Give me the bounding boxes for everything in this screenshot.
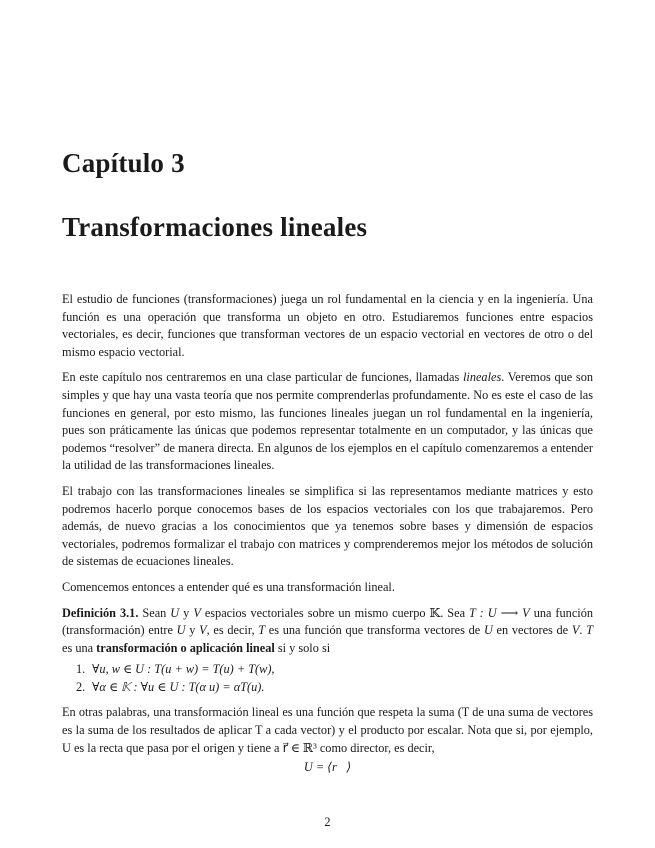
paragraph-linear: En este capítulo nos centraremos en una clase particular de funciones, llamadas lineales. Veremos que son simples y que hay una vasta teoría que nos permite comprenderlas profundamente. No es este el caso de las funciones en general, por esto mismo, las funciones lineales juegan un rol fundamental en la ingeniería, pues son práticamente las únicas que podemos representar totalmente en un computador, y las únicas que podemos “resolver” de manera directa. En algunos de los ejemplos en el capítulo comenzaremos a entender la utilidad de las transformaciones lineales. — [62, 370, 593, 473]
definition-heading: Definición 3.1. — [62, 605, 139, 620]
paragraph-begin: Comencemos entonces a entender qué es una transformación lineal. — [62, 579, 395, 594]
definition-block: Definición 3.1. Sean U y V espacios vectoriales sobre un mismo cuerpo 𝕂. Sea T : U ⟶ V una función (transformación) entre U y V, es decir, T es una función que transforma vectores de U en vectores de V. T es una transformación o aplicación lineal si y solo si — [62, 605, 594, 655]
condition-item: 2. ∀α ∈ 𝕂 : ∀u ∈ U : T(α u) = αT(u). — [76, 679, 265, 694]
chapter-title: Transformaciones lineales — [62, 212, 368, 242]
condition-list — [62, 661, 593, 696]
chapter-label: Capítulo 3 — [62, 148, 185, 178]
paragraph-matrices: El trabajo con las transformaciones lineales se simplifica si las representamos mediante matrices y esto podremos hacerlo porque conocemos bases de los espacios vectoriales con los que trabajaremos. Pero además, de nuevo gracias a los conocimientos que ya tenemos sobre bases y dimensión de espacios vectoriales, podremos formalizar el trabajo con matrices y comprenderemos mejor los métodos de solución de sistemas de ecuaciones lineales. — [62, 483, 593, 569]
page-number: 2 — [324, 815, 331, 829]
emphasis-lineales: lineales — [462, 370, 502, 385]
body-text — [62, 291, 593, 785]
paragraph-intro: El estudio de funciones (transformaciones) juega un rol fundamental en la ciencia y en la ingeniería. Una función es una operación que transforma un objeto en otro. Estudiaremos funciones entre espacios vectoriales, es decir, funciones que transforman vectores de un espacio vectorial en vectores de otro o del mismo espacio vectorial. — [62, 292, 593, 359]
paragraph-closing: En otras palabras, una transformación lineal es una función que respeta la suma (T de una suma de vectores es la suma de los resultados de aplicar T a cada vector) y el producto por escalar. Nota que si, por ejemplo, U es la recta que pasa por el origen y tiene a r⃗ ∈ ℝ³ como director, es decir, — [62, 705, 593, 755]
definition-term: transformación o aplicación lineal — [96, 640, 275, 655]
condition-item: 1. ∀u, w ∈ U : T(u + w) = T(u) + T(w), — [76, 662, 275, 677]
equation: U = ⟨r⃗⟩ — [303, 760, 352, 775]
